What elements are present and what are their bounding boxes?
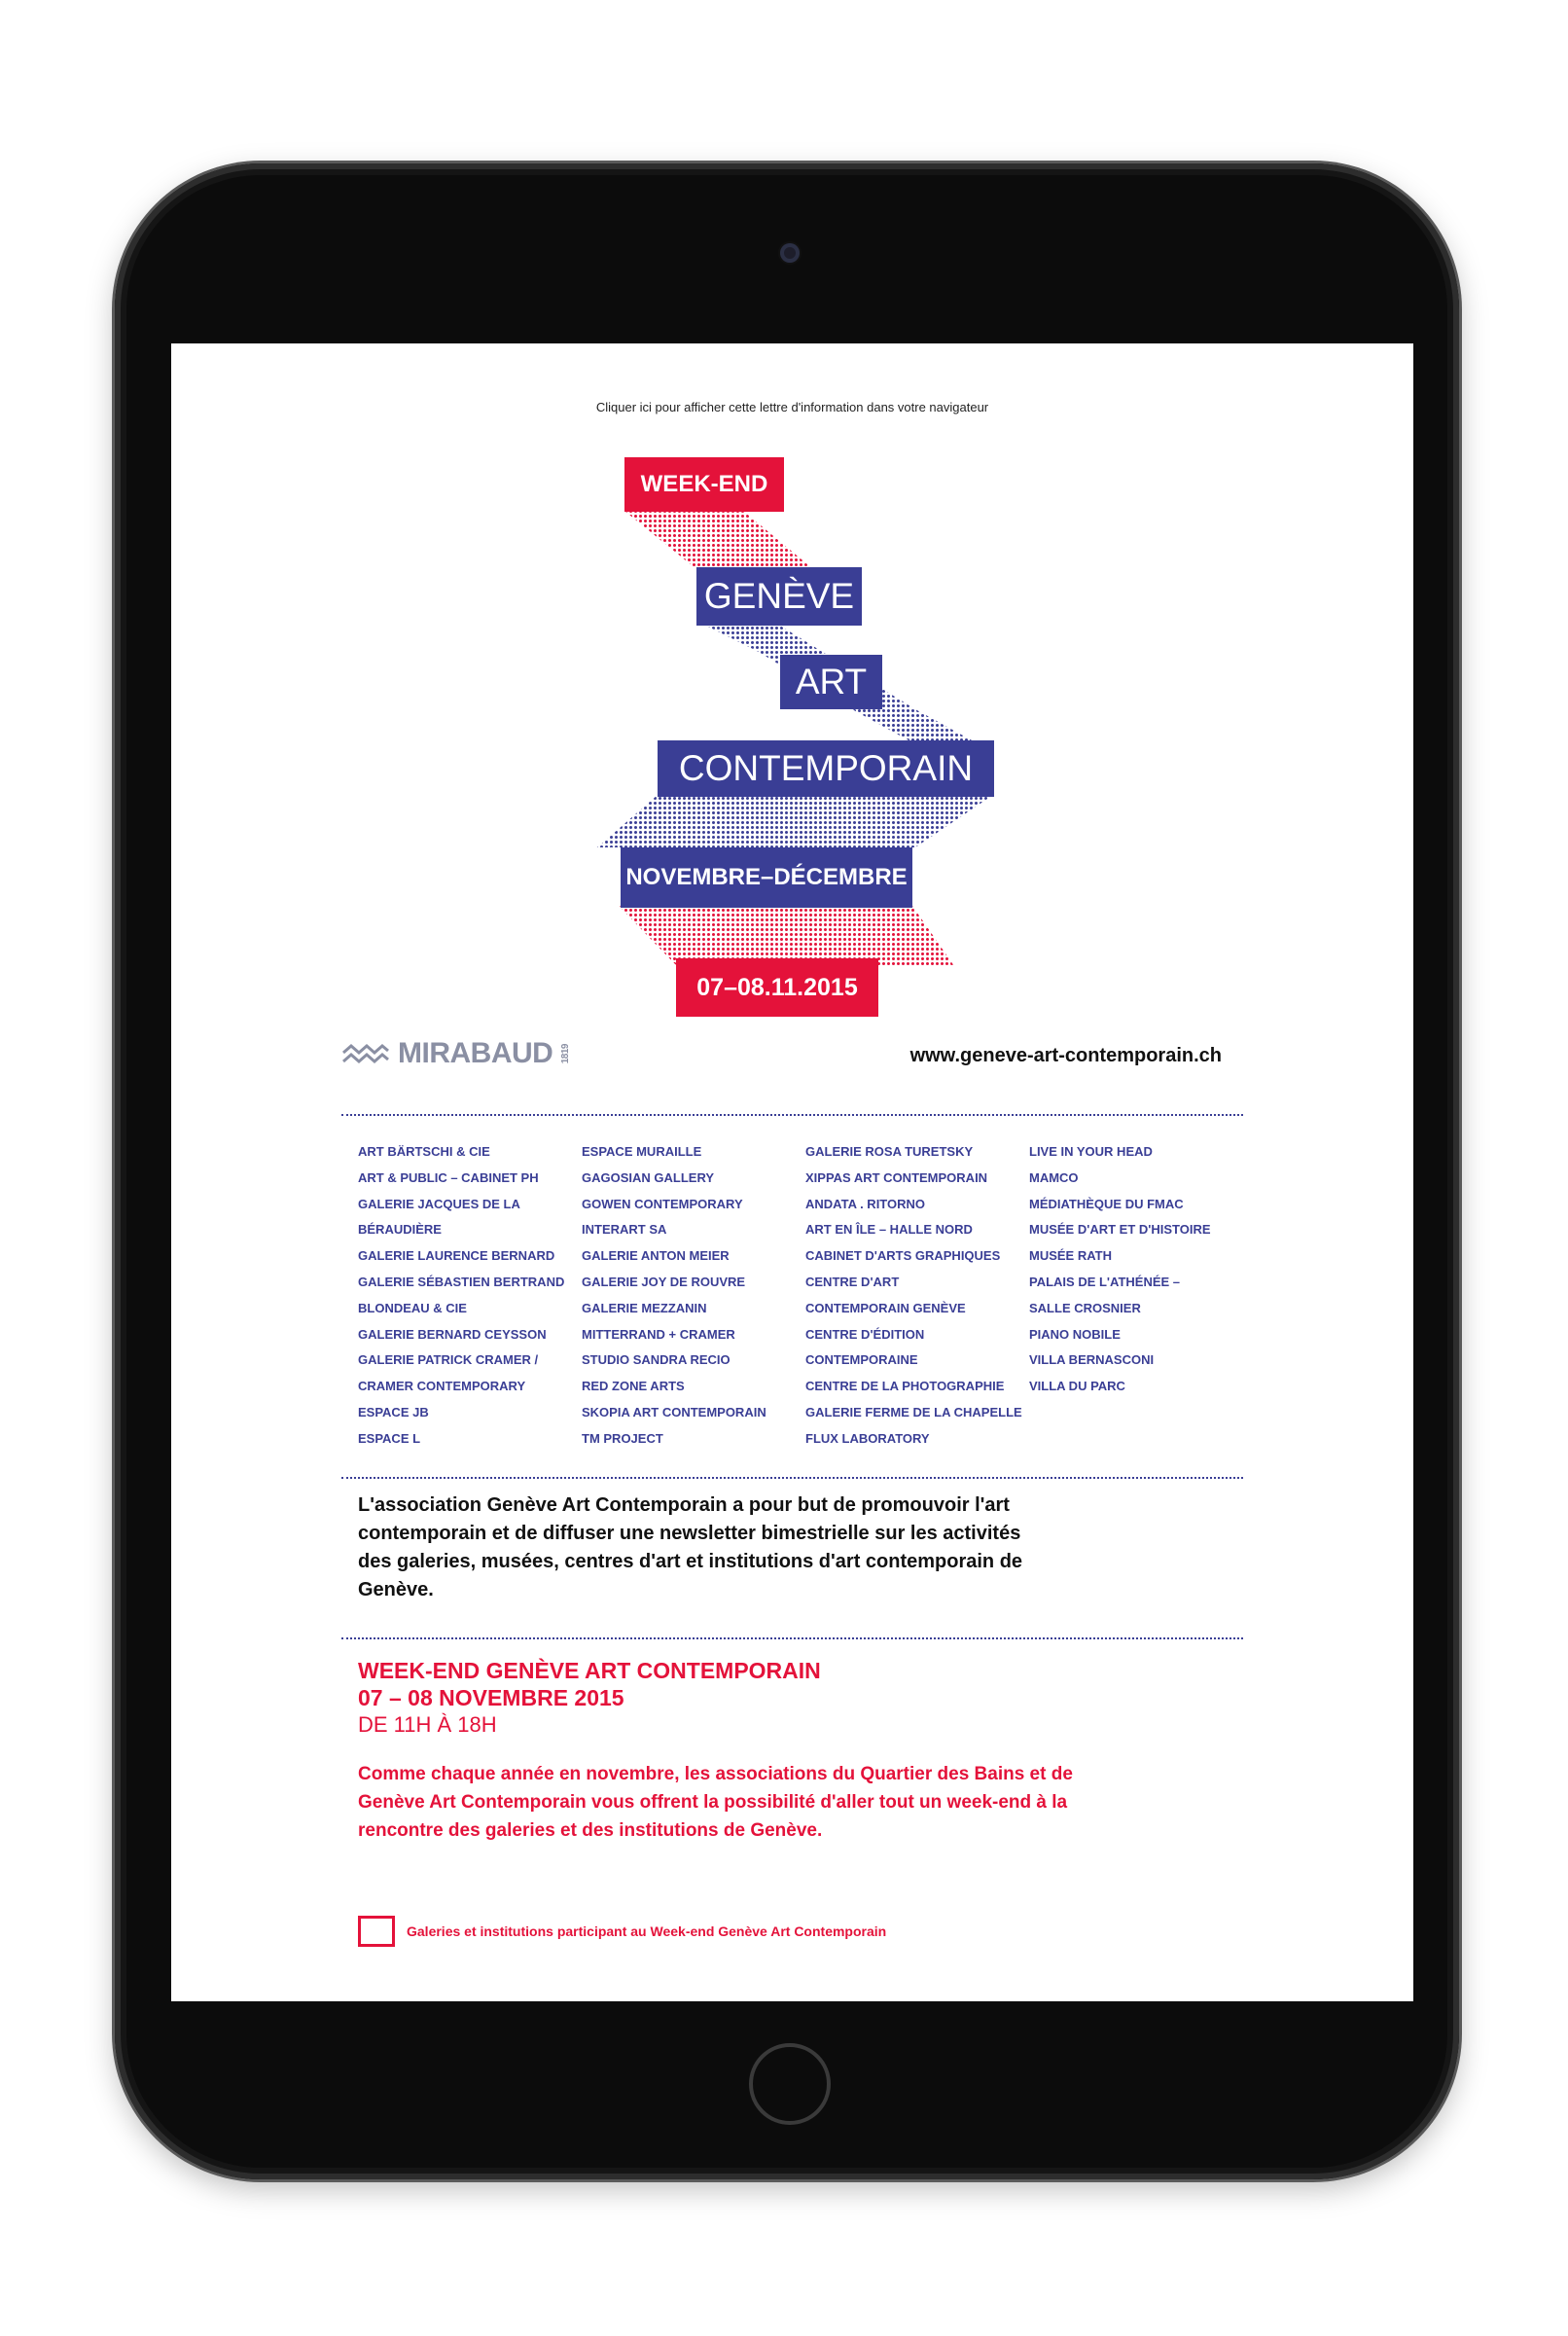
sponsor-row	[341, 1037, 1243, 1076]
dates-label: 07–08.11.2015	[676, 958, 878, 1017]
event-section	[358, 1657, 1136, 1845]
venue-item[interactable]: FLUX LABORATORY	[805, 1430, 930, 1446]
venue-column	[805, 1139, 1029, 1453]
venue-item[interactable]: GAGOSIAN GALLERY	[582, 1169, 715, 1185]
venue-item[interactable]: GALERIE JACQUES DE LA	[358, 1196, 520, 1211]
venue-item[interactable]: MUSÉE RATH	[1029, 1248, 1112, 1264]
venue-item[interactable]: CONTEMPORAIN GENÈVE	[805, 1300, 966, 1315]
venue-item[interactable]: CRAMER CONTEMPORARY	[358, 1379, 526, 1394]
sponsor-logo	[341, 1037, 571, 1070]
camera-icon	[780, 243, 800, 263]
venue-item[interactable]: GALERIE SÉBASTIEN BERTRAND	[358, 1274, 565, 1289]
ribbon-fold-1	[624, 511, 813, 569]
legend-swatch	[358, 1916, 395, 1947]
venue-item[interactable]: ANDATA . RITORNO	[805, 1196, 926, 1211]
website-link[interactable]: www.geneve-art-contemporain.ch	[909, 1045, 1222, 1066]
tablet-screen	[171, 343, 1413, 2001]
venue-item[interactable]: TM PROJECT	[582, 1430, 663, 1446]
venue-item[interactable]: BÉRAUDIÈRE	[358, 1222, 442, 1238]
event-hours: DE 11H À 18H	[358, 1712, 497, 1737]
waves-icon	[341, 1043, 390, 1064]
venue-item[interactable]: CENTRE D'ÉDITION	[805, 1326, 925, 1342]
venue-item[interactable]: GALERIE BERNARD CEYSSON	[358, 1326, 547, 1342]
venue-column	[358, 1139, 582, 1453]
venue-item[interactable]: GOWEN CONTEMPORARY	[582, 1196, 743, 1211]
week-end-label: WEEK-END	[624, 457, 784, 512]
divider-2	[341, 1477, 1243, 1479]
legend	[358, 1916, 886, 1947]
venue-item[interactable]: PALAIS DE L'ATHÉNÉE –	[1029, 1274, 1181, 1289]
ribbon-fold-6	[619, 906, 954, 966]
venue-item[interactable]: ART BÄRTSCHI & CIE	[358, 1144, 490, 1159]
venue-item[interactable]: CABINET D'ARTS GRAPHIQUES	[805, 1248, 1001, 1264]
venue-column	[582, 1139, 805, 1453]
venue-item[interactable]: LIVE IN YOUR HEAD	[1029, 1144, 1153, 1159]
venue-item[interactable]: SALLE CROSNIER	[1029, 1300, 1141, 1315]
venue-item[interactable]: INTERART SA	[582, 1222, 667, 1238]
view-in-browser-link[interactable]: Cliquer ici pour afficher cette lettre d'information dans votre navigateur	[595, 400, 989, 414]
period-label: NOVEMBRE–DÉCEMBRE	[621, 847, 912, 908]
geneve-label: GENÈVE	[696, 567, 862, 626]
venue-item[interactable]: CONTEMPORAINE	[805, 1352, 918, 1368]
event-title: WEEK-END GENÈVE ART CONTEMPORAIN	[358, 1658, 821, 1683]
event-description: Comme chaque année en novembre, les associations du Quartier des Bains et de Genève Art Contemporain vous offrent la possibilité d'aller tout un week-end à la rencontre des galeries et des institutions de Genève.	[358, 1764, 1073, 1841]
venue-item[interactable]: RED ZONE ARTS	[582, 1379, 685, 1394]
venue-item[interactable]: VILLA BERNASCONI	[1029, 1352, 1155, 1368]
venue-item[interactable]: GALERIE ANTON MEIER	[582, 1248, 730, 1264]
venue-item[interactable]: GALERIE FERME DE LA CHAPELLE	[805, 1404, 1022, 1420]
venue-item[interactable]: PIANO NOBILE	[1029, 1326, 1121, 1342]
venue-item[interactable]: MAMCO	[1029, 1169, 1079, 1185]
divider-3	[341, 1637, 1243, 1639]
home-button[interactable]	[749, 2043, 831, 2125]
divider-1	[341, 1114, 1243, 1116]
event-dates: 07 – 08 NOVEMBRE 2015	[358, 1685, 624, 1710]
venue-item[interactable]: MITTERRAND + CRAMER	[582, 1326, 735, 1342]
venue-item[interactable]: SKOPIA ART CONTEMPORAIN	[582, 1404, 766, 1420]
contemporain-label: CONTEMPORAIN	[658, 740, 994, 797]
event-poster	[171, 343, 1413, 1044]
venue-item[interactable]: CENTRE DE LA PHOTOGRAPHIE	[805, 1379, 1005, 1394]
venue-item[interactable]: MUSÉE D'ART ET D'HISTOIRE	[1029, 1222, 1211, 1238]
venue-column	[1029, 1139, 1253, 1453]
venue-item[interactable]: GALERIE ROSA TURETSKY	[805, 1144, 974, 1159]
venue-item[interactable]: MÉDIATHÈQUE DU FMAC	[1029, 1196, 1184, 1211]
venue-item[interactable]: ESPACE JB	[358, 1404, 429, 1420]
venue-item[interactable]: ESPACE L	[358, 1430, 421, 1446]
venue-item[interactable]: ART & PUBLIC – CABINET PH	[358, 1169, 539, 1185]
art-label: ART	[780, 655, 882, 709]
venue-item[interactable]: GALERIE PATRICK CRAMER /	[358, 1352, 539, 1368]
venue-item[interactable]: BLONDEAU & CIE	[358, 1300, 467, 1315]
venue-item[interactable]: GALERIE MEZZANIN	[582, 1300, 707, 1315]
venue-item[interactable]: XIPPAS ART CONTEMPORAIN	[805, 1169, 988, 1185]
about-text: L'association Genève Art Contemporain a pour but de promouvoir l'art contemporain et de diffuser une newsletter bimestrielle sur les activités des galeries, musées, centres d'art et institutions d'art contemporain de Genève.	[358, 1494, 1023, 1600]
venue-item[interactable]: GALERIE JOY DE ROUVRE	[582, 1274, 746, 1289]
venue-item[interactable]: ART EN ÎLE – HALLE NORD	[805, 1222, 973, 1238]
venue-list	[358, 1139, 1253, 1453]
sponsor-name: MIRABAUD	[398, 1037, 553, 1069]
venue-item[interactable]: VILLA DU PARC	[1029, 1379, 1125, 1394]
venue-item[interactable]: GALERIE LAURENCE BERNARD	[358, 1248, 555, 1264]
venue-item[interactable]: ESPACE MURAILLE	[582, 1144, 702, 1159]
venue-item[interactable]: STUDIO SANDRA RECIO	[582, 1352, 731, 1368]
sponsor-year: 1819	[560, 1043, 572, 1064]
venue-item[interactable]: CENTRE D'ART	[805, 1274, 900, 1289]
ribbon-fold-5	[597, 795, 993, 847]
legend-label: Galeries et institutions participant au Week-end Genève Art Contemporain	[407, 1923, 887, 1939]
